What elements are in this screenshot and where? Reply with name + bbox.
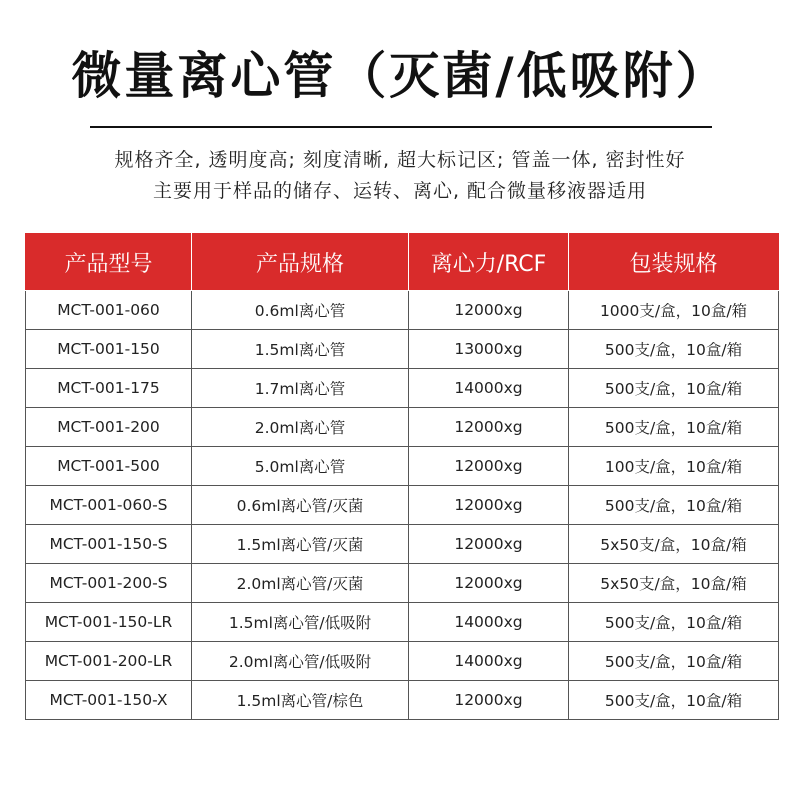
cell-rcf: 12000xg — [409, 291, 569, 330]
cell-packaging: 500支/盒，10盒/箱 — [569, 603, 779, 642]
cell-rcf: 12000xg — [409, 564, 569, 603]
table-row — [26, 291, 779, 330]
table-row — [26, 408, 779, 447]
cell-model: MCT-001-060 — [26, 291, 192, 330]
cell-packaging: 500支/盒，10盒/箱 — [569, 369, 779, 408]
cell-packaging: 1000支/盒，10盒/箱 — [569, 291, 779, 330]
cell-spec: 1.5ml离心管/灭菌 — [192, 525, 409, 564]
cell-spec: 1.5ml离心管/棕色 — [192, 681, 409, 720]
cell-spec: 5.0ml离心管 — [192, 447, 409, 486]
cell-spec: 0.6ml离心管 — [192, 291, 409, 330]
table-row — [26, 603, 779, 642]
header-packaging: 包装规格 — [569, 234, 779, 291]
header-rcf: 离心力/RCF — [409, 234, 569, 291]
table-row — [26, 330, 779, 369]
cell-model: MCT-001-200-S — [26, 564, 192, 603]
cell-model: MCT-001-200 — [26, 408, 192, 447]
cell-spec: 0.6ml离心管/灭菌 — [192, 486, 409, 525]
cell-spec: 1.5ml离心管 — [192, 330, 409, 369]
table-row — [26, 681, 779, 720]
cell-packaging: 500支/盒，10盒/箱 — [569, 642, 779, 681]
cell-spec: 1.7ml离心管 — [192, 369, 409, 408]
cell-packaging: 100支/盒，10盒/箱 — [569, 447, 779, 486]
table-row — [26, 369, 779, 408]
cell-rcf: 13000xg — [409, 330, 569, 369]
cell-packaging: 500支/盒，10盒/箱 — [569, 681, 779, 720]
page-title: 微量离心管（灭菌/低吸附） — [71, 47, 729, 105]
cell-model: MCT-001-150-S — [26, 525, 192, 564]
spec-table — [25, 233, 779, 720]
cell-spec: 2.0ml离心管/低吸附 — [192, 642, 409, 681]
cell-model: MCT-001-500 — [26, 447, 192, 486]
cell-spec: 1.5ml离心管/低吸附 — [192, 603, 409, 642]
cell-rcf: 14000xg — [409, 603, 569, 642]
cell-rcf: 14000xg — [409, 642, 569, 681]
cell-rcf: 12000xg — [409, 525, 569, 564]
cell-packaging: 500支/盒，10盒/箱 — [569, 330, 779, 369]
cell-rcf: 12000xg — [409, 486, 569, 525]
cell-spec: 2.0ml离心管 — [192, 408, 409, 447]
cell-packaging: 5x50支/盒，10盒/箱 — [569, 564, 779, 603]
cell-rcf: 14000xg — [409, 369, 569, 408]
cell-model: MCT-001-150-LR — [26, 603, 192, 642]
header-spec: 产品规格 — [192, 234, 409, 291]
table-row — [26, 564, 779, 603]
table-row — [26, 486, 779, 525]
cell-model: MCT-001-150-X — [26, 681, 192, 720]
cell-rcf: 12000xg — [409, 408, 569, 447]
table-row — [26, 447, 779, 486]
cell-packaging: 500支/盒，10盒/箱 — [569, 486, 779, 525]
cell-model: MCT-001-200-LR — [26, 642, 192, 681]
cell-packaging: 500支/盒，10盒/箱 — [569, 408, 779, 447]
table-header-row — [26, 234, 779, 291]
cell-model: MCT-001-150 — [26, 330, 192, 369]
header-model: 产品型号 — [26, 234, 192, 291]
cell-rcf: 12000xg — [409, 447, 569, 486]
table-row — [26, 525, 779, 564]
table-row — [26, 642, 779, 681]
description-line-2: 主要用于样品的储存、运转、离心, 配合微量移液器适用 — [152, 180, 648, 202]
cell-packaging: 5x50支/盒，10盒/箱 — [569, 525, 779, 564]
cell-spec: 2.0ml离心管/灭菌 — [192, 564, 409, 603]
cell-rcf: 12000xg — [409, 681, 569, 720]
cell-model: MCT-001-175 — [26, 369, 192, 408]
description-line-1: 规格齐全, 透明度高; 刻度清晰, 超大标记区; 管盖一体, 密封性好 — [114, 149, 686, 171]
cell-model: MCT-001-060-S — [26, 486, 192, 525]
title-divider — [90, 126, 712, 128]
